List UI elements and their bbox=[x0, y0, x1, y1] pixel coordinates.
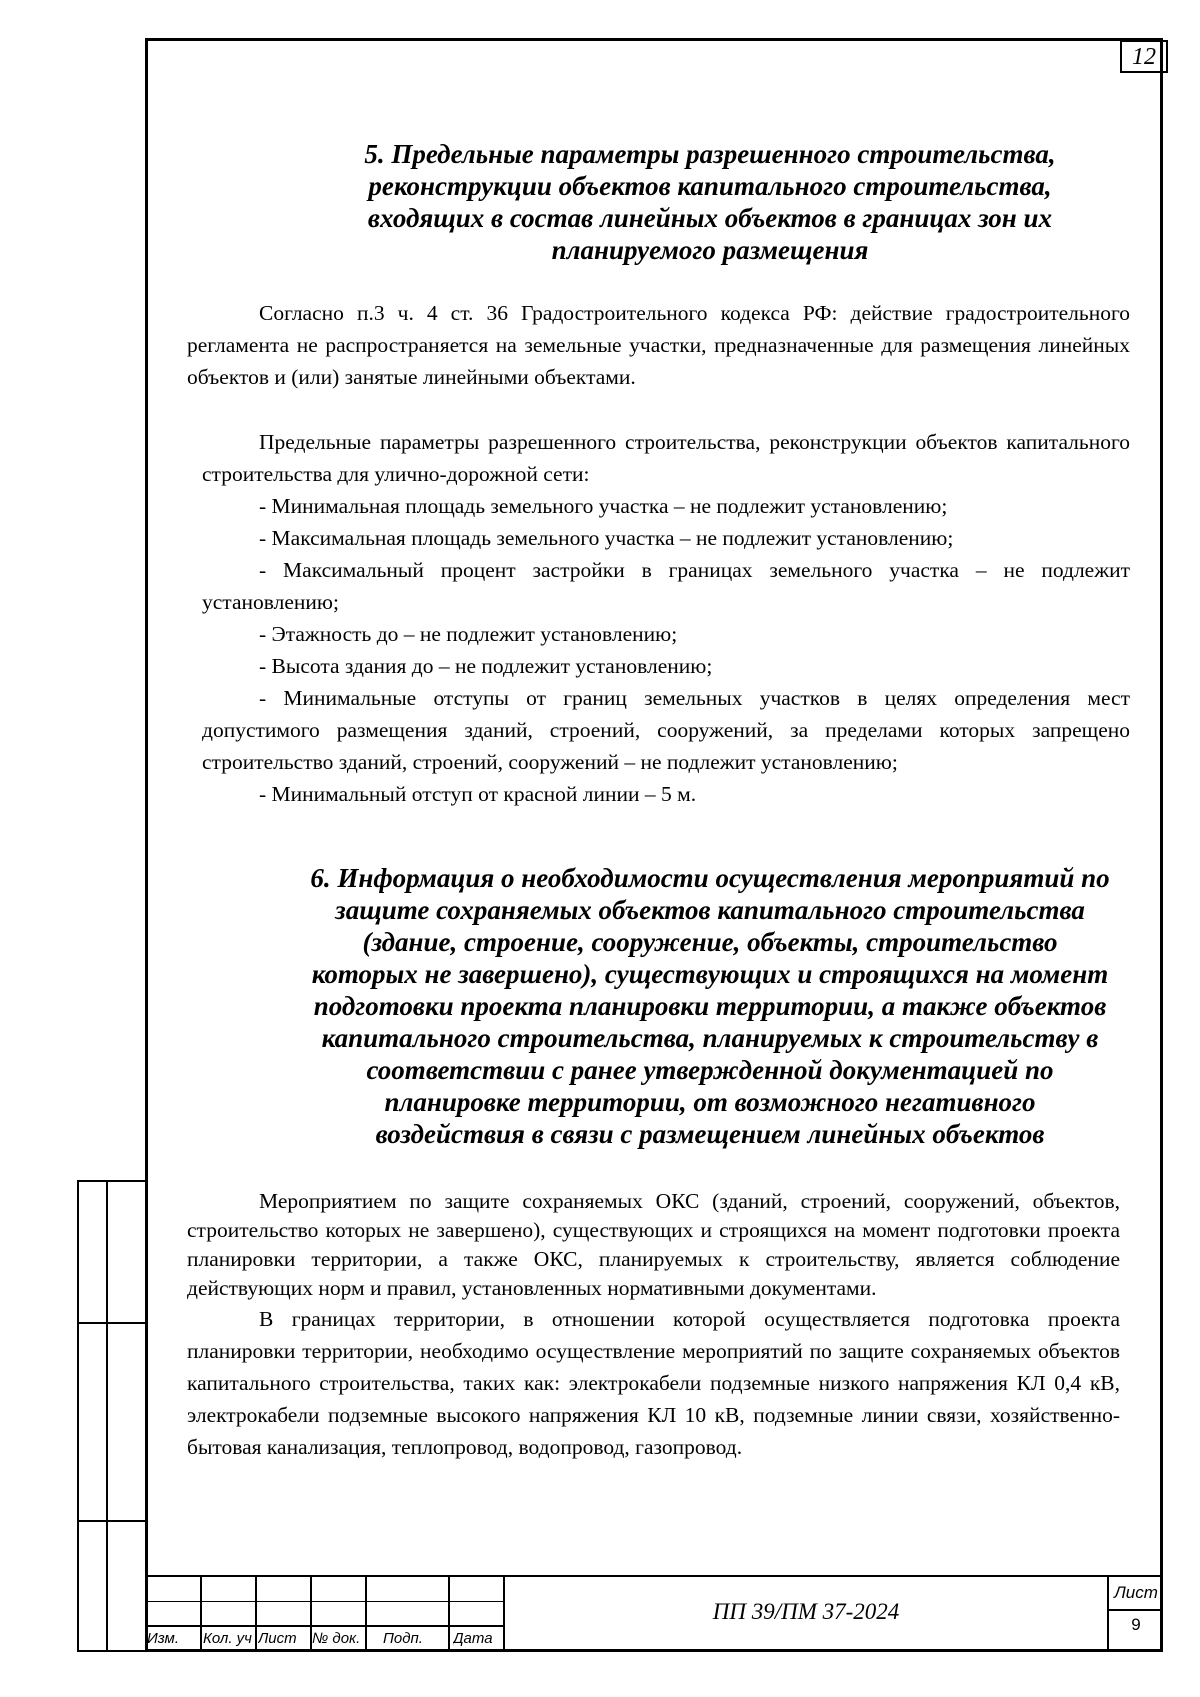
sheet-label: Лист bbox=[1114, 1583, 1158, 1602]
list-item: - Минимальный отступ от красной линии – 5 м. bbox=[259, 782, 697, 806]
list-item: - Высота здания до – не подлежит установлению; bbox=[259, 654, 713, 678]
list-item: - Этажность до – не подлежит установлению; bbox=[259, 622, 678, 646]
paragraph: В границах территории, в отношении которой осуществляется подготовка проекта планировки территории, необходимо осуществление мероприятий по защите сохраняемых объектов капитального строительства, таких как: электрокабели подземные низкого напряжения КЛ 0,4 кВ, электрокабели подземные высокого напряжения КЛ 10 кВ, подземные линии связи, хозяйственно-бытовая канализация, теплопровод, водопровод, газопровод. bbox=[187, 1307, 1120, 1459]
col-label: Лист bbox=[258, 1630, 297, 1647]
col-label: Дата bbox=[453, 1630, 493, 1647]
heading-line: 6. Информация о необходимости осуществления мероприятий по bbox=[310, 863, 1110, 893]
heading-line: защите сохраняемых объектов капитального строительства bbox=[335, 895, 1085, 925]
list-item: - Максимальный процент застройки в границах земельного участка – не подлежит установлению; bbox=[202, 558, 1130, 614]
page-number-box bbox=[1120, 40, 1168, 73]
col-label: Изм. bbox=[147, 1630, 179, 1647]
title-block bbox=[145, 1575, 1163, 1652]
section6-body bbox=[187, 1187, 1120, 1463]
heading-line: которых не завершено), существующих и строящихся на момент bbox=[311, 959, 1109, 989]
heading-line: входящих в состав линейных объектов в границах зон их bbox=[367, 203, 1053, 233]
sheet-number: 9 bbox=[1131, 1615, 1141, 1634]
section5-list bbox=[202, 426, 1130, 810]
section6-heading bbox=[270, 862, 1150, 1150]
heading-line: реконструкции объектов капитального строительства, bbox=[368, 171, 1052, 201]
paragraph: Согласно п.3 ч. 4 ст. 36 Градостроительного кодекса РФ: действие градостроительного регламента не распространяется на земельные участки, предназначенные для размещения линейных объектов и (или) занятые линейными объектами. bbox=[187, 301, 1130, 389]
col-label: Кол. уч bbox=[203, 1630, 252, 1647]
paragraph: Предельные параметры разрешенного строительства, реконструкции объектов капитального строительства для улично-дорожной сети: bbox=[202, 430, 1130, 486]
paragraph: Мероприятием по защите сохраняемых ОКС (зданий, строений, сооружений, объектов, строительство которых не завершено), существующих и строящихся на момент подготовки проекта планировки территории, а также ОКС, планируемых к строительству, является соблюдение действующих норм и правил, установленных нормативными документами. bbox=[187, 1189, 1120, 1300]
heading-line: планировке территории, от возможного негативного bbox=[384, 1087, 1036, 1117]
page-number: 12 bbox=[1132, 44, 1156, 70]
document-code: ПП 39/ПМ 37-2024 bbox=[712, 1599, 900, 1624]
heading-line: (здание, строение, сооружение, объекты, строительство bbox=[362, 927, 1058, 957]
heading-line: подготовки проекта планировки территории, а также объектов bbox=[313, 991, 1107, 1021]
col-label: Подп. bbox=[383, 1630, 423, 1647]
list-item: - Максимальная площадь земельного участка – не подлежит установлению; bbox=[259, 526, 954, 550]
heading-line: соответствии с ранее утвержденной документацией по bbox=[366, 1055, 1054, 1085]
list-item: - Минимальные отступы от границ земельных участков в целях определения мест допустимого размещения зданий, строений, сооружений, за пределами которых запрещено строительство зданий, строений, сооружений – не подлежит установлению; bbox=[202, 686, 1130, 774]
heading-line: 5. Предельные параметры разрешенного строительства, bbox=[364, 139, 1056, 169]
col-label: № док. bbox=[312, 1630, 361, 1647]
section5-body bbox=[187, 297, 1130, 393]
heading-line: капитального строительства, планируемых к строительству в bbox=[321, 1023, 1099, 1053]
section5-heading bbox=[330, 138, 1090, 266]
side-stamp bbox=[0, 0, 150, 1697]
heading-line: воздействия в связи с размещением линейных объектов bbox=[375, 1119, 1045, 1149]
list-item: - Минимальная площадь земельного участка – не подлежит установлению; bbox=[259, 494, 948, 518]
heading-line: планируемого размещения bbox=[551, 235, 869, 265]
